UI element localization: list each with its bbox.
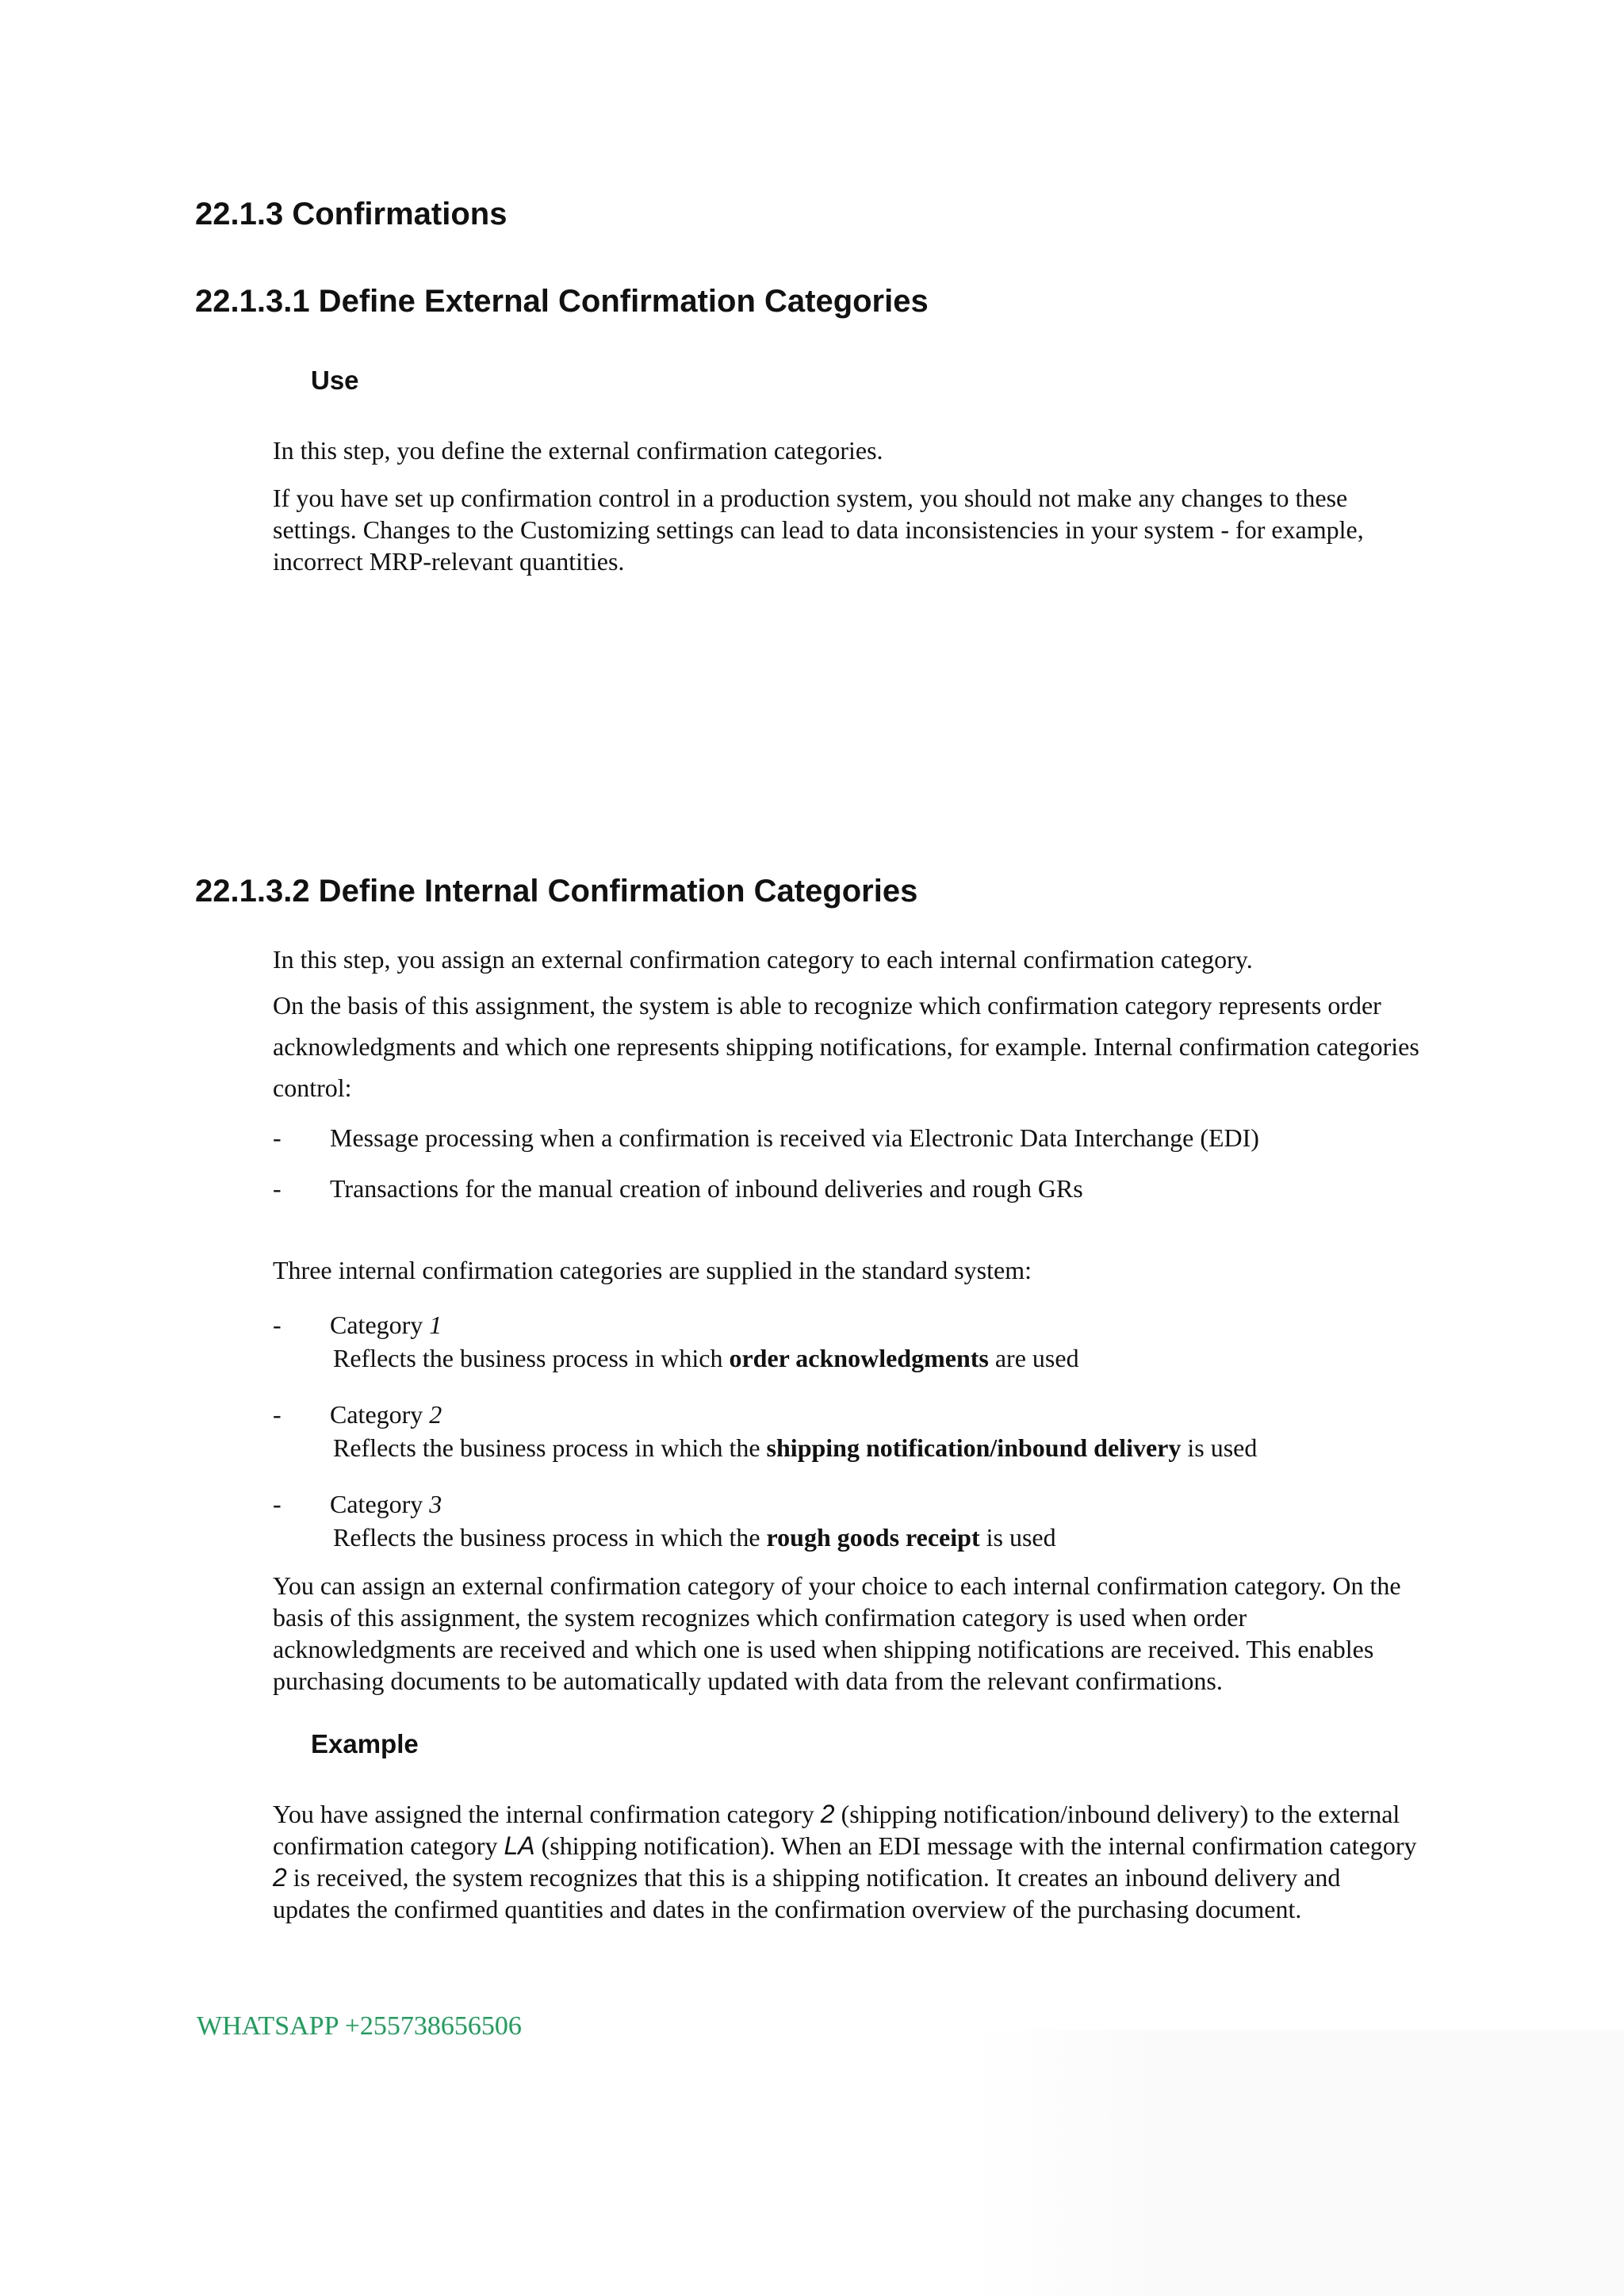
internal-paragraph-2: On the basis of this assignment, the system is able to recognize which confirmation category represents order acknowledgments and which one represents shipping notifications, for example. Internal confirmation categories control: [273, 991, 1419, 1102]
section-heading-confirmations: 22.1.3 Confirmations [195, 197, 508, 232]
category-description: Reflects the business process in which the rough goods receipt is used [333, 1523, 1056, 1552]
category-description: Reflects the business process in which order acknowledgments are used [333, 1344, 1079, 1372]
category-number: 2 [429, 1400, 442, 1429]
category-label: Category 2 [330, 1400, 442, 1429]
control-list-item [273, 1121, 1462, 1154]
bullet-dash: - [273, 1400, 282, 1429]
bullet-dash: - [273, 1123, 282, 1152]
whatsapp-contact-footer: WHATSAPP +255738656506 [197, 2011, 522, 2041]
bullet-dash: - [273, 1311, 282, 1339]
section-heading-internal-categories: 22.1.3.2 Define Internal Confirmation Categories [195, 874, 918, 909]
control-item-text: Message processing when a confirmation is received via Electronic Data Interchange (EDI) [330, 1123, 1259, 1152]
category-description: Reflects the business process in which the shipping notification/inbound delivery is used [333, 1433, 1258, 1462]
example-paragraph: You have assigned the internal confirmation category 2 (shipping notification/inbound delivery) to the external confirmation category LA (shipping notification). When an EDI message with the internal confirmation category 2 is received, the system recognizes that this is a shipping notification. It creates an inbound delivery and updates the confirmed quantities and dates in the confirmation overview of the purchasing document. [273, 1800, 1417, 1923]
category-label: Category 1 [330, 1311, 442, 1339]
external-category-value: LA [504, 1831, 535, 1860]
category-number: 3 [429, 1490, 442, 1518]
category-list-item [273, 1308, 1462, 1376]
internal-category-value: 2 [820, 1800, 835, 1828]
bullet-dash: - [273, 1490, 282, 1518]
category-list-item [273, 1398, 1462, 1466]
page-shade [967, 2030, 1624, 2296]
section-heading-external-categories: 22.1.3.1 Define External Confirmation Categories [195, 284, 929, 319]
internal-category-value: 2 [273, 1863, 287, 1892]
bullet-dash: - [273, 1174, 282, 1203]
internal-paragraph-3: Three internal confirmation categories are supplied in the standard system: [273, 1256, 1032, 1284]
internal-paragraph-4: You can assign an external confirmation category of your choice to each internal confirmation category. On the basis of this assignment, the system recognizes which confirmation category is used when order acknowledgments are received and which one is used when shipping notifications are received. This enables purchasing documents to be automatically updated with data from the relevant confirmations. [273, 1571, 1401, 1695]
category-label: Category 3 [330, 1490, 442, 1518]
external-paragraph-1: In this step, you define the external confirmation categories. [273, 436, 883, 465]
category-number: 1 [429, 1311, 442, 1339]
internal-paragraph-1: In this step, you assign an external confirmation category to each internal confirmation category. [273, 945, 1253, 974]
use-subheading: Use [311, 365, 359, 395]
external-paragraph-2: If you have set up confirmation control in a production system, you should not make any changes to these settings. Changes to the Customizing settings can lead to data inconsistencies in your system - for example, incorrect MRP-relevant quantities. [273, 484, 1364, 576]
control-list-item [273, 1172, 1462, 1205]
example-subheading: Example [311, 1729, 419, 1758]
category-list-item [273, 1487, 1462, 1556]
control-item-text: Transactions for the manual creation of inbound deliveries and rough GRs [330, 1174, 1083, 1203]
